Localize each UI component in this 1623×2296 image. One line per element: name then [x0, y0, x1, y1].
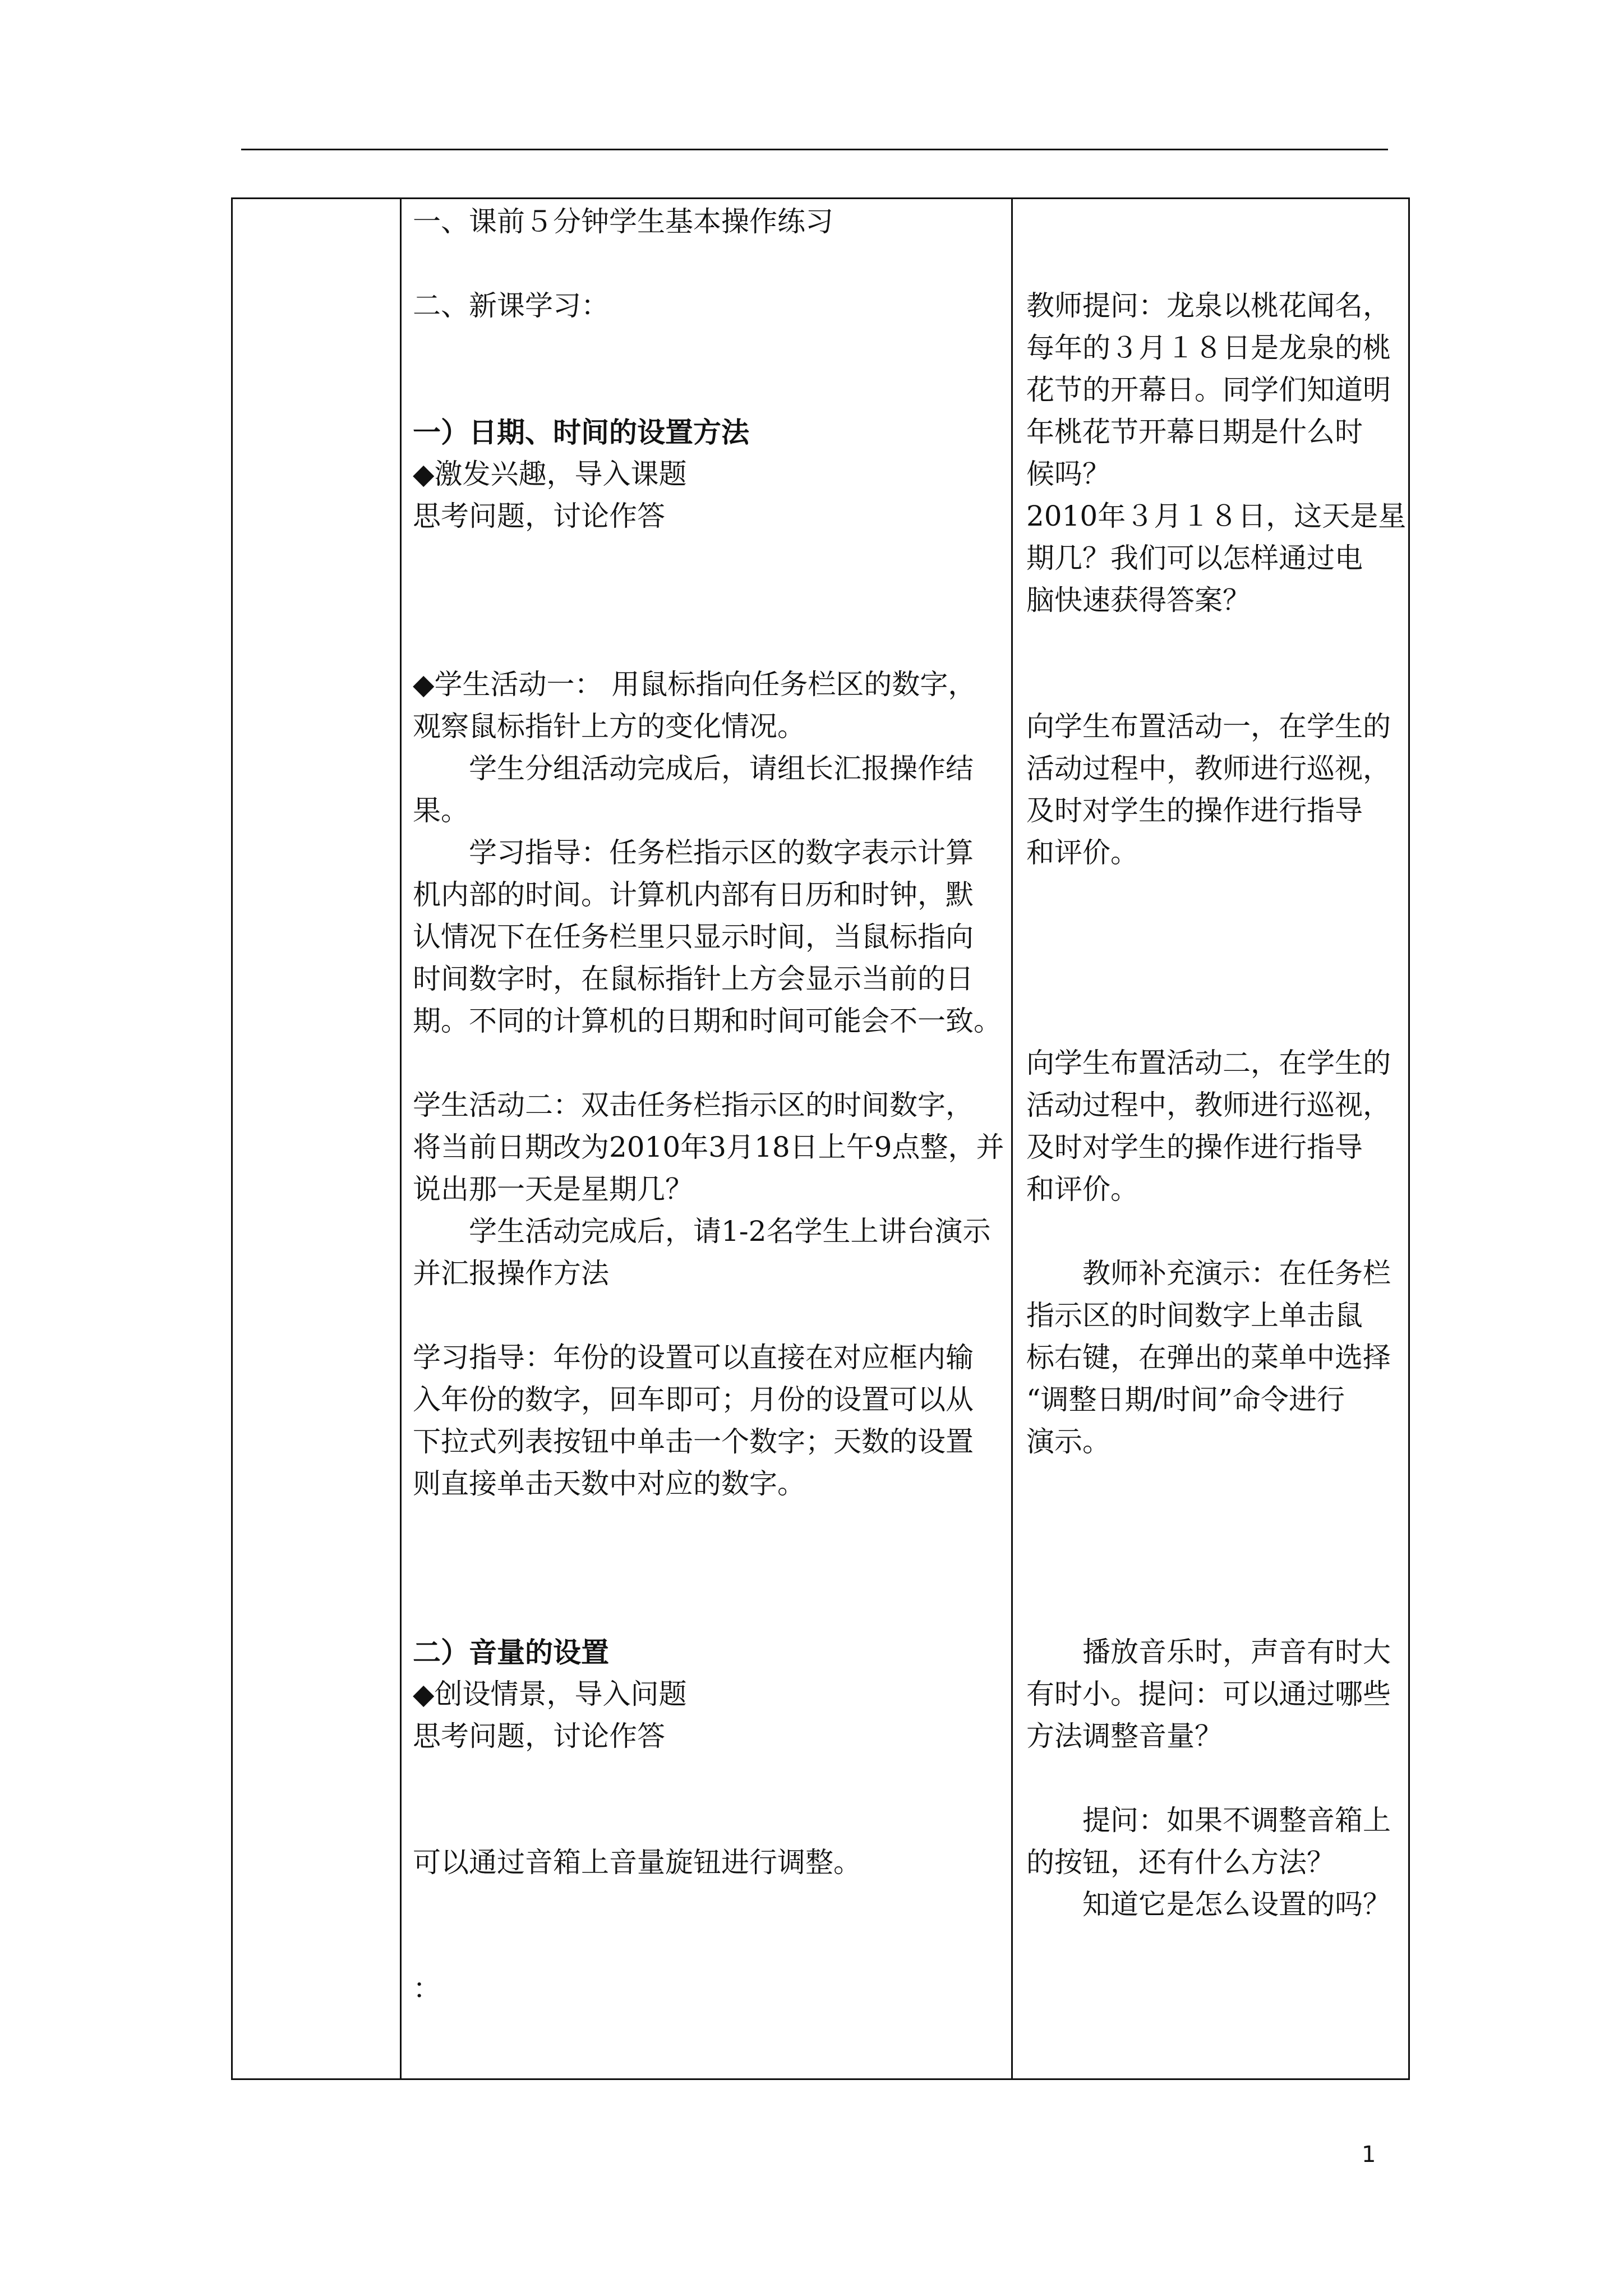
column-divider-left	[400, 199, 402, 2078]
text-line: 学生活动完成后，请1-2名学生上讲台演示	[469, 1215, 991, 1248]
section-new-lesson: 二、新课学习：	[413, 289, 609, 322]
text-line: 活动过程中，教师进行巡视，	[1026, 1089, 1391, 1121]
text-line: 及时对学生的操作进行指导	[1026, 794, 1363, 827]
text-line: ◆学生活动一： 用鼠标指向任务栏区的数字，	[413, 668, 976, 701]
text-line: ◆激发兴趣，导入课题	[413, 458, 687, 490]
teacher-activity-column	[1026, 285, 1407, 1926]
text-line: 学习指导：年份的设置可以直接在对应框内输	[413, 1341, 974, 1374]
text-line: 学生分组活动完成后，请组长汇报操作结	[469, 752, 974, 785]
text-line: 标右键，在弹出的菜单中选择	[1026, 1341, 1391, 1374]
text-line: 学习指导：任务栏指示区的数字表示计算	[469, 836, 974, 869]
text-line: 期。不同的计算机的日期和时间可能会不一致。	[413, 1005, 1002, 1037]
text-line: 指示区的时间数字上单击鼠	[1026, 1299, 1363, 1332]
page-number: 1	[1362, 2142, 1376, 2168]
text-line: 思考问题，讨论作答	[413, 500, 665, 532]
text-line: 演示。	[1026, 1425, 1110, 1458]
text-line: 知道它是怎么设置的吗？	[1082, 1888, 1391, 1921]
column-divider-right	[1011, 199, 1013, 2078]
text-line: 下拉式列表按钮中单击一个数字；天数的设置	[413, 1425, 974, 1458]
text-line: 学生活动二：双击任务栏指示区的时间数字，	[413, 1089, 974, 1121]
text-line: 和评价。	[1026, 836, 1138, 869]
text-line: 年桃花节开幕日期是什么时	[1026, 416, 1363, 448]
text-line: 花节的开幕日。同学们知道明	[1026, 374, 1391, 406]
text-line: 认情况下在任务栏里只显示时间，当鼠标指向	[413, 921, 974, 953]
text-line: 则直接单击天数中对应的数字。	[413, 1467, 805, 1500]
text-line: 方法调整音量？	[1026, 1720, 1223, 1752]
text-line: “调整日期/时间”命令进行	[1026, 1383, 1345, 1416]
text-line: 教师提问：龙泉以桃花闻名，	[1026, 289, 1391, 322]
text-line: 将当前日期改为2010年3月18日上午9点整，并	[413, 1131, 1004, 1163]
text-line: 的按钮，还有什么方法？	[1026, 1846, 1335, 1879]
text-line: 思考问题，讨论作答	[413, 1720, 665, 1752]
text-line: ◆创设情景，导入问题	[413, 1678, 687, 1710]
text-line: 可以通过音箱上音量旋钮进行调整。	[413, 1846, 861, 1879]
text-line: 及时对学生的操作进行指导	[1026, 1131, 1363, 1163]
student-activity-column	[413, 201, 1006, 2010]
text-line: 期几？我们可以怎样通过电	[1026, 542, 1363, 574]
text-line: 向学生布置活动一，在学生的	[1026, 710, 1391, 743]
text-line: 2010年３月１８日，这天是星	[1026, 500, 1407, 532]
text-line: 有时小。提问：可以通过哪些	[1026, 1678, 1391, 1710]
text-line: 教师补充演示：在任务栏	[1082, 1257, 1391, 1290]
text-line: 活动过程中，教师进行巡视，	[1026, 752, 1391, 785]
text-line: 播放音乐时，声音有时大	[1082, 1636, 1391, 1668]
text-line: 果。	[413, 794, 469, 827]
text-line: 提问：如果不调整音箱上	[1082, 1804, 1391, 1837]
text-line: ：	[413, 1972, 441, 2005]
section-warmup: 一、课前５分钟学生基本操作练习	[413, 205, 833, 238]
text-line: 候吗？	[1026, 458, 1110, 490]
text-line: 观察鼠标指针上方的变化情况。	[413, 710, 805, 743]
text-line: 机内部的时间。计算机内部有日历和时钟，默	[413, 878, 974, 911]
text-line: 说出那一天是星期几？	[413, 1173, 693, 1205]
text-line: 并汇报操作方法	[413, 1257, 609, 1290]
text-line: 向学生布置活动二，在学生的	[1026, 1047, 1391, 1079]
subsection-volume: 二）音量的设置	[413, 1636, 609, 1669]
header-rule	[241, 149, 1388, 150]
text-line: 脑快速获得答案？	[1026, 584, 1251, 616]
text-line: 和评价。	[1026, 1173, 1138, 1205]
text-line: 每年的３月１８日是龙泉的桃	[1026, 332, 1391, 364]
subsection-date-time: 一）日期、时间的设置方法	[413, 416, 749, 449]
text-line: 入年份的数字，回车即可；月份的设置可以从	[413, 1383, 974, 1416]
text-line: 时间数字时，在鼠标指针上方会显示当前的日	[413, 963, 974, 995]
